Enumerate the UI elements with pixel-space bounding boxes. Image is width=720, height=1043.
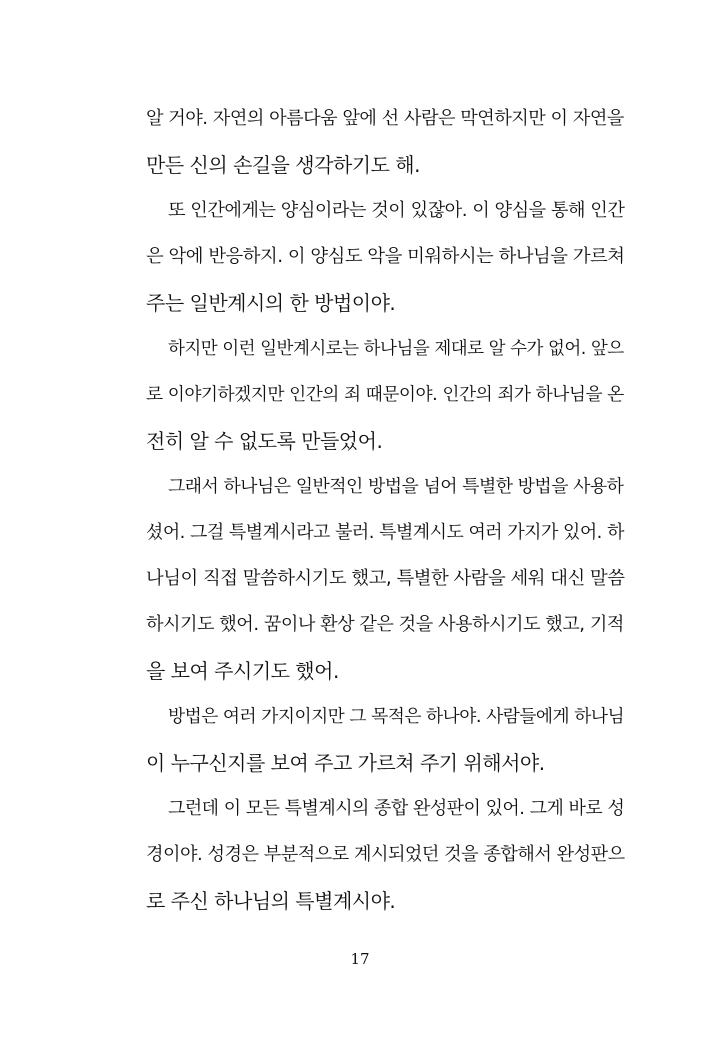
text-line: 하지만 이런 일반계시로는 하나님을 제대로 알 수가 없어. 앞으 <box>168 339 624 359</box>
text-line: 경이야. 성경은 부분적으로 계시되었던 것을 종합해서 완성판으 <box>146 844 625 865</box>
text-line: 그런데 이 모든 특별계시의 종합 완성판이 있어. 그게 바로 성 <box>168 798 625 819</box>
text-line: 셨어. 그걸 특별계시라고 불러. 특별계시도 여러 가지가 있어. 하 <box>146 522 624 543</box>
body-text <box>146 96 626 924</box>
text-line: 이 누구신지를 보여 주고 가르쳐 주기 위해서야. <box>146 751 545 775</box>
text-line: 로 이야기하겠지만 인간의 죄 때문이야. 인간의 죄가 하나님을 온 <box>146 385 624 405</box>
text-line: 그래서 하나님은 일반적인 방법을 넘어 특별한 방법을 사용하 <box>168 476 624 497</box>
text-line: 하시기도 했어. 꿈이나 환상 같은 것을 사용하시기도 했고, 기적 <box>146 614 624 635</box>
text-line: 로 주신 하나님의 특별계시야. <box>146 889 396 913</box>
text-line: 방법은 여러 가지이지만 그 목적은 하나야. 사람들에게 하나님 <box>168 707 625 727</box>
text-line: 주는 일반계시의 한 방법이야. <box>146 291 396 315</box>
text-line: 을 보여 주시기도 했어. <box>146 659 339 683</box>
text-line: 또 인간에게는 양심이라는 것이 있잖아. 이 양심을 통해 인간 <box>168 200 625 221</box>
text-line: 나님이 직접 말씀하시기도 했고, 특별한 사람을 세워 대신 말씀 <box>146 568 625 589</box>
text-line: 은 악에 반응하지. 이 양심도 악을 미워하시는 하나님을 가르쳐 <box>146 246 625 267</box>
text-line: 전히 알 수 없도록 만들었어. <box>146 429 383 453</box>
text-line: 만든 신의 손길을 생각하기도 해. <box>146 153 420 177</box>
page-number: 17 <box>350 950 370 968</box>
text-line: 알 거야. 자연의 아름다움 앞에 선 사람은 막연하지만 이 자연을 <box>146 108 624 129</box>
